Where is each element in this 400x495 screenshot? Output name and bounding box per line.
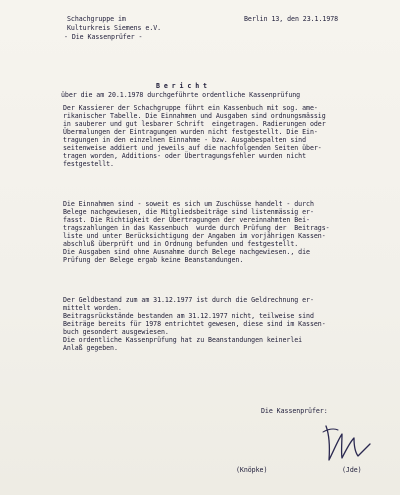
sender-line-2: Kulturkreis Siemens e.V. xyxy=(67,24,162,32)
text-line: seitenweise addiert und jeweils auf die nachfolgenden Seiten über- xyxy=(63,144,322,153)
text-line: fasst. Die Richtigkeit der Übertragungen der vereinnahmten Bei- xyxy=(63,216,310,225)
text-line: Übermalungen der Eintragungen wurden nicht festgestellt. Die Ein- xyxy=(63,128,318,137)
text-line: tragen worden, Additions- oder Übertragungsfehler wurden nicht xyxy=(63,152,307,161)
signatory-2: (Jde) xyxy=(342,466,362,474)
text-line: tragszahlungen in das Kassenbuch wurde durch Prüfung der Beitrags- xyxy=(63,224,330,233)
text-line: Die Einnahmen sind - soweit es sich um Zuschüsse handelt - durch xyxy=(63,200,314,208)
text-line: abschluß überprüft und in Ordnung befunden und festgestellt. xyxy=(63,240,299,249)
text-line: festgestellt. xyxy=(63,160,114,169)
sender-line-1: Schachgruppe im xyxy=(67,15,126,23)
sender-line-3: - Die Kassenprüfer - xyxy=(64,33,143,41)
text-line: tragungen in den einzelnen Einnahme - bzw. Ausgabespalten sind xyxy=(63,136,307,145)
text-line: Der Geldbestand zum am 31.12.1977 ist durch die Geldrechnung er- xyxy=(63,296,314,304)
place-date: Berlin 13, den 23.1.1978 xyxy=(244,15,339,23)
text-line: Prüfung der Belege ergab keine Beanstandungen. xyxy=(63,256,244,265)
text-line: Beitragsrückstände bestanden am 31.12.1977 nicht, teilweise sind xyxy=(63,312,314,321)
report-subtitle: über die am 20.1.1978 durchgeführte ordentliche Kassenprüfung xyxy=(61,91,301,99)
text-line: rikanischer Tabelle. Die Einnahmen und Ausgaben sind ordnungsmässig xyxy=(63,112,326,121)
paragraph-1 xyxy=(63,104,398,168)
text-line: buch gesondert ausgewiesen. xyxy=(63,328,169,337)
paragraph-2 xyxy=(63,200,398,264)
text-line: mittelt worden. xyxy=(63,304,122,313)
text-line: in sauberer und gut lesbarer Schrift eingetragen. Radierungen oder xyxy=(63,120,326,129)
text-line: Die Ausgaben sind ohne Ausnahme durch Belege nachgewiesen., die xyxy=(63,248,310,257)
paragraph-3 xyxy=(63,296,398,352)
text-line: Der Kassierer der Schachgruppe führt ein Kassenbuch mit sog. ame- xyxy=(63,104,318,112)
text-line: Die ordentliche Kassenprüfung hat zu Beanstandungen keinerlei xyxy=(63,336,303,345)
signatory-1: (Knöpke) xyxy=(236,466,268,474)
report-title: B e r i c h t xyxy=(156,82,207,90)
text-line: Beiträge bereits für 1978 entrichtet gewesen, diese sind im Kassen- xyxy=(63,320,326,329)
closing-line: Die Kassenprüfer: xyxy=(261,407,328,415)
text-line: Belege nachgewiesen, die Mitgliedsbeiträge sind listenmässig er- xyxy=(63,208,314,217)
text-line: Anlaß gegeben. xyxy=(63,344,118,353)
text-line: liste und unter Berücksichtigung der Angaben im vorjährigen Kassen- xyxy=(63,232,326,241)
